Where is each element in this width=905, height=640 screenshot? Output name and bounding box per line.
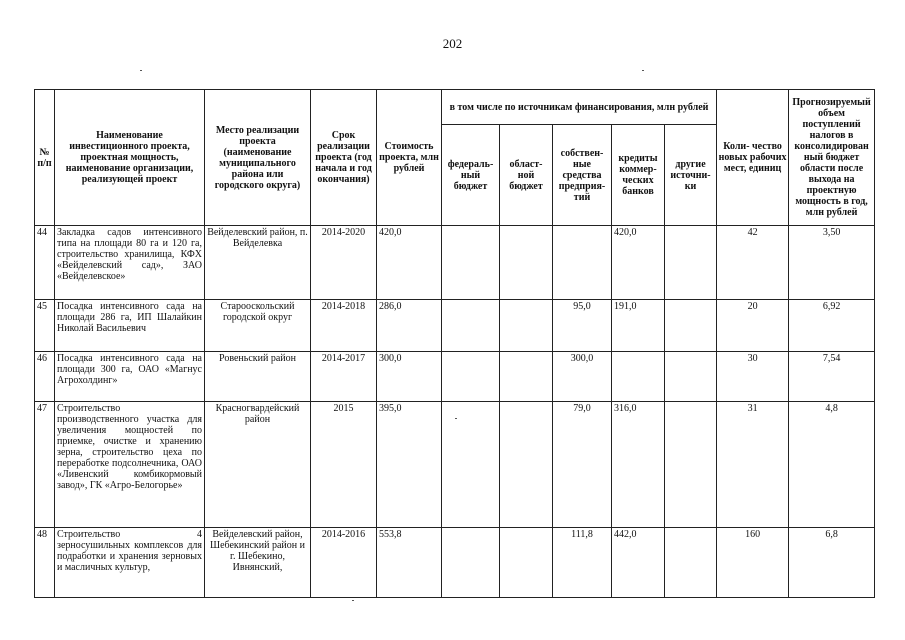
cell-place: Вейделевский район, Шебекинский район и г. Шебекино, Ивнянский,	[205, 528, 311, 598]
table-row	[35, 226, 875, 300]
header-other: другие источни- ки	[665, 125, 717, 226]
cell-num: 46	[35, 352, 55, 402]
cell-own: 79,0	[553, 402, 612, 528]
header-federal: федераль- ный бюджет	[442, 125, 500, 226]
cell-regional	[500, 226, 553, 300]
cell-jobs: 160	[717, 528, 789, 598]
cell-other	[665, 528, 717, 598]
cell-credits: 420,0	[612, 226, 665, 300]
cell-jobs: 30	[717, 352, 789, 402]
cell-num: 47	[35, 402, 55, 528]
cell-place: Вейделевский район, п. Вейделевка	[205, 226, 311, 300]
header-credits: кредиты коммер- ческих банков	[612, 125, 665, 226]
cell-cost: 553,8	[377, 528, 442, 598]
cell-credits	[612, 352, 665, 402]
scan-speck	[642, 70, 644, 71]
cell-place: Старооскольский городской округ	[205, 300, 311, 352]
cell-name: Посадка интенсивного сада на площади 286 га, ИП Шалайкин Николай Васильевич	[55, 300, 205, 352]
cell-taxes: 4,8	[789, 402, 875, 528]
cell-name: Закладка садов интенсивного типа на площади 80 га и 120 га, строительство хранилища, КФХ «Вейделевский сад», ЗАО «Вейделевское»	[55, 226, 205, 300]
cell-federal	[442, 402, 500, 528]
scan-speck	[455, 418, 457, 419]
cell-num: 44	[35, 226, 55, 300]
cell-cost: 300,0	[377, 352, 442, 402]
cell-period: 2014-2020	[311, 226, 377, 300]
cell-taxes: 6,92	[789, 300, 875, 352]
table-row	[35, 402, 875, 528]
cell-regional	[500, 528, 553, 598]
header-name: Наименование инвестиционного проекта, проектная мощность, наименование организации, реализующей проект	[55, 90, 205, 226]
cell-credits: 316,0	[612, 402, 665, 528]
cell-place: Красногвардейский район	[205, 402, 311, 528]
page-number: 202	[442, 36, 463, 51]
table-header	[35, 90, 875, 226]
header-own: собствен- ные средства предприя- тий	[553, 125, 612, 226]
cell-jobs: 42	[717, 226, 789, 300]
cell-taxes: 6,8	[789, 528, 875, 598]
cell-own: 300,0	[553, 352, 612, 402]
cell-num: 45	[35, 300, 55, 352]
cell-federal	[442, 226, 500, 300]
header-cost: Стоимость проекта, млн рублей	[377, 90, 442, 226]
investment-projects-table	[34, 89, 875, 598]
cell-name: Строительство производственного участка для увеличения мощностей по приемке, очистке и хранению зерна, строительство цеха по переработке подсолнечника, ОАО «Ливенский комбикормовый завод», ГК «Агро-Белогорье»	[55, 402, 205, 528]
cell-regional	[500, 352, 553, 402]
cell-federal	[442, 528, 500, 598]
cell-num: 48	[35, 528, 55, 598]
cell-credits: 442,0	[612, 528, 665, 598]
cell-period: 2014-2016	[311, 528, 377, 598]
cell-jobs: 20	[717, 300, 789, 352]
cell-taxes: 7,54	[789, 352, 875, 402]
header-regional: област- ной бюджет	[500, 125, 553, 226]
header-sources-group: в том числе по источникам финансирования, млн рублей	[442, 90, 717, 125]
cell-period: 2014-2017	[311, 352, 377, 402]
header-taxes: Прогнозируемый объем поступлений налогов в консолидирован ный бюджет области после выхода на проектную мощность в год, млн рублей	[789, 90, 875, 226]
header-period: Срок реализации проекта (год начала и год окончания)	[311, 90, 377, 226]
cell-own	[553, 226, 612, 300]
cell-own: 95,0	[553, 300, 612, 352]
cell-regional	[500, 300, 553, 352]
cell-name: Строительство 4 зерносушильных комплексов для подработки и хранения зерновых и масличных культур,	[55, 528, 205, 598]
cell-regional	[500, 402, 553, 528]
cell-place: Ровеньский район	[205, 352, 311, 402]
table-row	[35, 528, 875, 598]
scan-speck	[140, 70, 142, 71]
header-place: Место реализации проекта (наименование муниципального района или городского округа)	[205, 90, 311, 226]
cell-other	[665, 226, 717, 300]
header-jobs: Коли- чество новых рабочих мест, единиц	[717, 90, 789, 226]
table-row	[35, 300, 875, 352]
header-num: № п/п	[35, 90, 55, 226]
cell-federal	[442, 352, 500, 402]
cell-credits: 191,0	[612, 300, 665, 352]
cell-cost: 286,0	[377, 300, 442, 352]
cell-other	[665, 402, 717, 528]
cell-own: 111,8	[553, 528, 612, 598]
cell-name: Посадка интенсивного сада на площади 300 га, ОАО «Магнус Агрохолдинг»	[55, 352, 205, 402]
scan-speck	[352, 600, 354, 601]
table-body	[35, 226, 875, 598]
cell-taxes: 3,50	[789, 226, 875, 300]
cell-other	[665, 352, 717, 402]
cell-period: 2015	[311, 402, 377, 528]
cell-jobs: 31	[717, 402, 789, 528]
cell-cost: 395,0	[377, 402, 442, 528]
cell-cost: 420,0	[377, 226, 442, 300]
cell-other	[665, 300, 717, 352]
cell-period: 2014-2018	[311, 300, 377, 352]
cell-federal	[442, 300, 500, 352]
table-row	[35, 352, 875, 402]
